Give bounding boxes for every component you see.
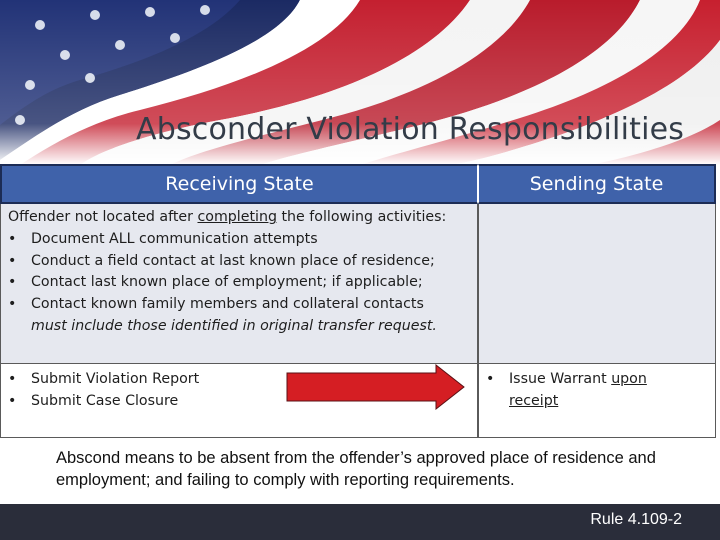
sending-actions-list — [486, 369, 689, 412]
activities-note: must include those identified in original transfer request. — [31, 317, 437, 334]
list-item — [8, 294, 437, 337]
list-item-text: Contact known family members and collateral contacts — [31, 296, 424, 313]
lead-underlined: completing — [197, 209, 277, 225]
lead-text: Offender not located after — [8, 209, 198, 225]
warrant-text: Issue Warrant — [509, 371, 612, 387]
list-item: • Document ALL communication attempts — [8, 229, 437, 251]
lead-text-end: the following activities: — [276, 209, 447, 225]
warrant-underlined: upon receipt — [509, 371, 647, 409]
slide-title: Absconder Violation Responsibilities — [136, 112, 685, 147]
actions-list — [8, 369, 199, 412]
receiving-activities-cell — [0, 204, 478, 364]
receiving-state-header: Receiving State — [0, 164, 478, 204]
list-item: • Conduct a field contact at last known place of residence; — [8, 251, 437, 273]
sending-state-header: Sending State — [478, 164, 716, 204]
sending-actions-cell — [478, 364, 716, 438]
list-item: • Contact last known place of employment; if applicable; — [8, 272, 437, 294]
right-arrow-icon — [286, 364, 466, 410]
abscond-definition: Abscond means to be absent from the offender’s approved place of residence and employment; and failing to comply with reporting requirements. — [56, 449, 656, 489]
list-item: • Submit Case Closure — [8, 391, 199, 413]
list-item — [486, 369, 689, 412]
list-item: • Submit Violation Report — [8, 369, 199, 391]
sending-activities-cell — [478, 204, 716, 364]
activities-lead — [8, 207, 446, 229]
activities-list — [8, 229, 437, 338]
rule-reference: Rule 4.109-2 — [590, 511, 682, 528]
